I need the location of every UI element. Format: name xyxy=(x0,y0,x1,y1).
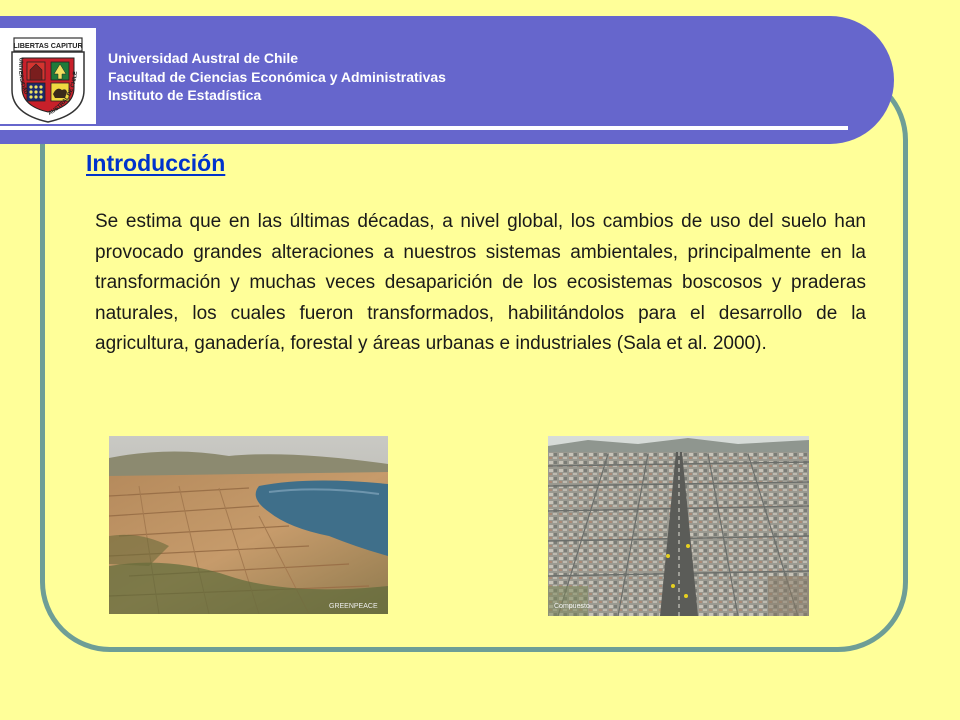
university-name: Universidad Austral de Chile xyxy=(108,50,299,66)
institution-info xyxy=(108,49,446,105)
header-divider xyxy=(0,126,848,130)
lake-farmland-photo xyxy=(109,436,388,614)
right-photo-watermark: Compuesto xyxy=(554,603,590,610)
university-crest-icon xyxy=(0,28,96,124)
city-aerial-photo xyxy=(548,436,809,616)
svg-text:AUSTRAL DE CHILE: AUSTRAL DE CHILE xyxy=(47,71,79,118)
university-logo xyxy=(0,28,96,124)
institute-name: Instituto de Estadística xyxy=(108,87,262,103)
svg-text:UNIVERSIDAD: UNIVERSIDAD xyxy=(17,57,30,96)
left-photo-watermark: GREENPEACE xyxy=(329,603,378,610)
page-title: Introducción xyxy=(86,150,226,176)
logo-motto: LIBERTAS CAPITUR xyxy=(13,41,83,50)
intro-paragraph: Se estima que en las últimas décadas, a nivel global, los cambios de uso del suelo han provocado grandes alteraciones a nuestros sistemas ambientales, principalmente en la transformación y muchas veces desaparición de los ecosistemas boscosos y praderas naturales, los cuales fueron transformados, habilitándolos para el desarrollo de la agricultura, ganadería, forestal y áreas urbanas e industriales (Sala et al. 2000). xyxy=(95,211,866,354)
faculty-name: Facultad de Ciencias Económica y Administrativas xyxy=(108,68,446,85)
